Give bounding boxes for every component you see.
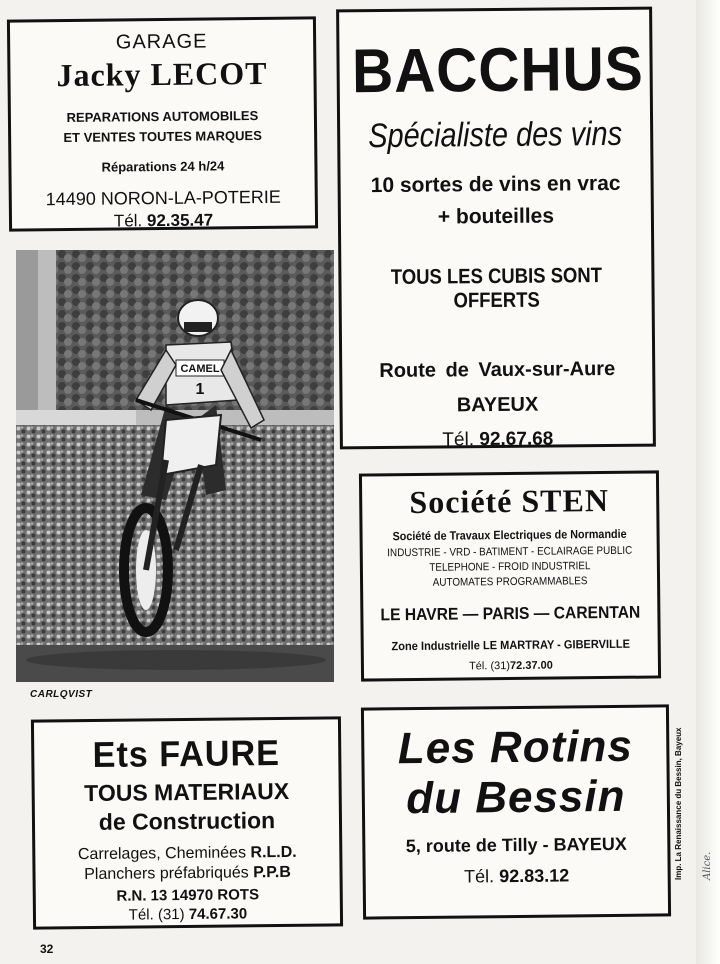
ad-faure-line1: TOUS MATERIAUX: [84, 777, 290, 807]
ad-lecot-address: 14490 NORON-LA-POTERIE: [45, 186, 281, 210]
ad-rotins-tel-label: Tél.: [464, 866, 495, 887]
page-edge: [696, 0, 720, 964]
ad-bacchus-name: BACCHUS: [351, 34, 644, 107]
ad-faure-product2-text: Planchers préfabriqués: [84, 864, 249, 884]
ad-bacchus-phone: [343, 428, 653, 453]
ad-bacchus-address: Route de Vaux-sur-Aure: [379, 357, 616, 383]
rider-bib-number: 1: [195, 381, 205, 398]
ad-les-rotins-du-bessin: [361, 704, 671, 919]
ad-bacchus-line1: 10 sortes de vins en vrac: [370, 171, 621, 198]
ad-lecot-services-line2: ET VENTES TOUTES MARQUES: [63, 127, 262, 146]
ad-lecot-services-line1: REPARATIONS AUTOMOBILES: [66, 107, 259, 126]
ad-bacchus-tel-label: Tél.: [442, 429, 475, 451]
ad-sten-services-line3: AUTOMATES PROGRAMMABLES: [432, 575, 588, 589]
ad-lecot-phone: [12, 209, 315, 232]
handwritten-note: Alice.: [702, 851, 713, 880]
ad-lecot-tel-number: 92.35.47: [146, 210, 214, 231]
ad-rotins-address: 5, route de Tilly - BAYEUX: [405, 833, 627, 857]
ad-lecot-tel-label: Tél.: [113, 211, 143, 231]
page-number: 32: [40, 942, 54, 956]
ad-sten-services-line2: TELEPHONE - FROID INDUSTRIEL: [429, 560, 591, 574]
ad-societe-sten: [359, 470, 661, 681]
ad-rotins-name-line1: Les Rotins: [397, 721, 634, 774]
ad-faure-tel-number: 74.67.30: [188, 905, 248, 923]
ad-lecot-hours: Réparations 24 h/24: [101, 158, 225, 175]
ad-rotins-phone: [366, 864, 668, 888]
ad-faure-product1-text: Carrelages, Cheminées: [77, 844, 247, 864]
ad-lecot-name: Jacky LECOT: [56, 54, 268, 94]
ad-faure-line2: de Construction: [98, 807, 276, 835]
ad-sten-name: Société STEN: [409, 481, 610, 521]
rider-bib-text: CAMEL: [180, 363, 220, 375]
ad-sten-services: [377, 544, 642, 592]
ad-bacchus-tel-number: 92.67.68: [479, 428, 554, 451]
ad-garage-lecot: [7, 16, 318, 231]
ad-sten-tel-number: 72.37.00: [509, 659, 553, 673]
ad-bacchus-offer: TOUS LES CUBIS SONT OFFERTS: [390, 264, 603, 313]
ad-sten-phone: [364, 658, 658, 673]
photo-caption: CARLQVIST: [30, 689, 93, 700]
ad-sten-address: Zone Industrielle LE MARTRAY - GIBERVILLE: [391, 636, 631, 654]
ad-faure-phone: [36, 904, 340, 924]
ad-bacchus-line2: + bouteilles: [437, 204, 555, 229]
ad-sten-subtitle: Société de Travaux Electriques de Normandie: [392, 526, 627, 544]
ad-faure-product2-brand: P.P.B: [253, 863, 291, 882]
ad-faure-tel-label: Tél. (31): [128, 906, 185, 924]
ad-rotins-tel-number: 92.83.12: [499, 865, 570, 887]
printer-credit: Imp. La Renaissance du Bessin, Bayeux: [674, 727, 683, 880]
ad-bacchus: [336, 7, 656, 450]
ad-faure-address: R.N. 13 14970 ROTS: [116, 886, 260, 905]
ad-sten-services-line1: INDUSTRIE - VRD - BATIMENT - ECLAIRAGE PUBLIC: [387, 544, 633, 560]
ad-sten-tel-label: Tél. (31): [468, 660, 511, 673]
motocross-photo-image: [16, 250, 334, 682]
ad-sten-cities: LE HAVRE — PARIS — CARENTAN: [380, 602, 641, 625]
ad-faure-name: Ets FAURE: [92, 732, 281, 775]
ad-lecot-services: [11, 105, 314, 148]
ad-faure-product1: [35, 843, 339, 864]
motocross-photo: [16, 250, 334, 682]
ad-faure-product2: [35, 863, 339, 884]
ad-ets-faure: [31, 716, 343, 929]
ad-lecot-heading: GARAGE: [115, 30, 208, 54]
ad-faure-product1-brand: R.L.D.: [250, 843, 297, 862]
ad-bacchus-tagline: Spécialiste des vins: [368, 114, 623, 156]
ad-bacchus-city: BAYEUX: [456, 393, 539, 417]
ad-rotins-name-line2: du Bessin: [405, 771, 626, 824]
